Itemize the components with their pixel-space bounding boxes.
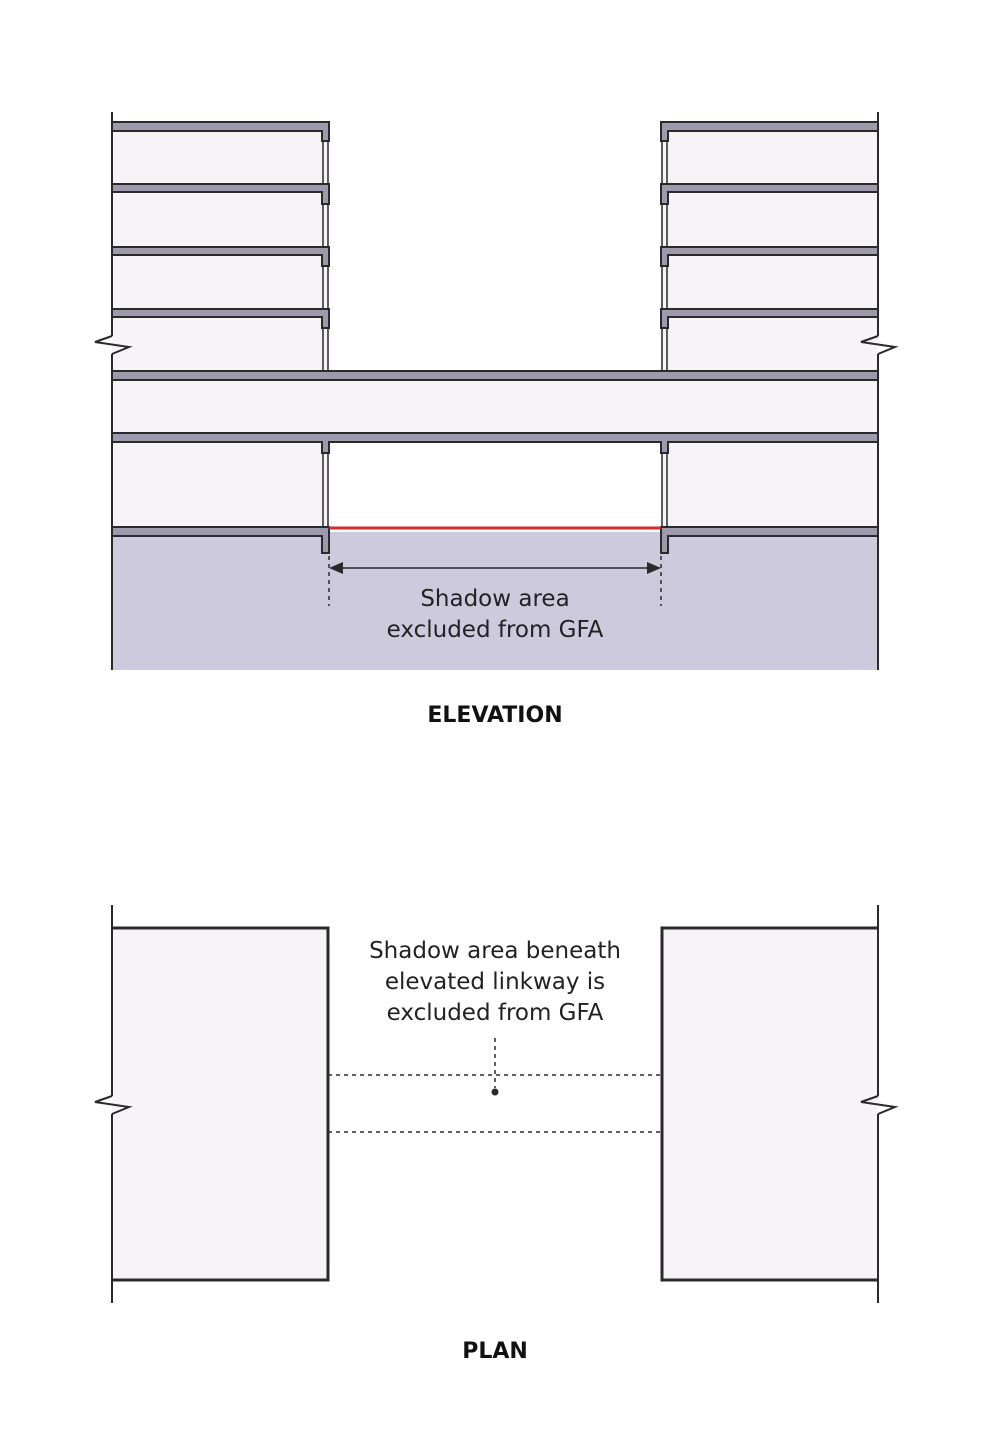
plan-annotation-line-1: Shadow area beneath <box>369 938 621 964</box>
plan-annotation-line-3: excluded from GFA <box>386 1000 604 1026</box>
linkway-top-slab <box>112 371 878 380</box>
linkway-level <box>112 376 878 438</box>
left-podium <box>112 438 328 532</box>
elevation-caption: ELEVATION <box>427 703 563 728</box>
elevation-annotation-line-2: excluded from GFA <box>386 617 604 643</box>
right-podium <box>662 438 878 532</box>
plan-caption: PLAN <box>462 1339 528 1364</box>
plan-right-block <box>662 928 878 1280</box>
plan-leader-dot <box>492 1089 499 1096</box>
plan-annotation-line-2: elevated linkway is <box>384 969 606 995</box>
elevation-annotation-line-1: Shadow area <box>420 586 570 612</box>
inner-facade-lines <box>323 140 667 532</box>
plan-left-block <box>112 928 328 1280</box>
plan-drawing <box>95 905 895 1364</box>
plan-linkway-outline <box>328 1038 662 1132</box>
elevation-drawing <box>95 112 895 728</box>
